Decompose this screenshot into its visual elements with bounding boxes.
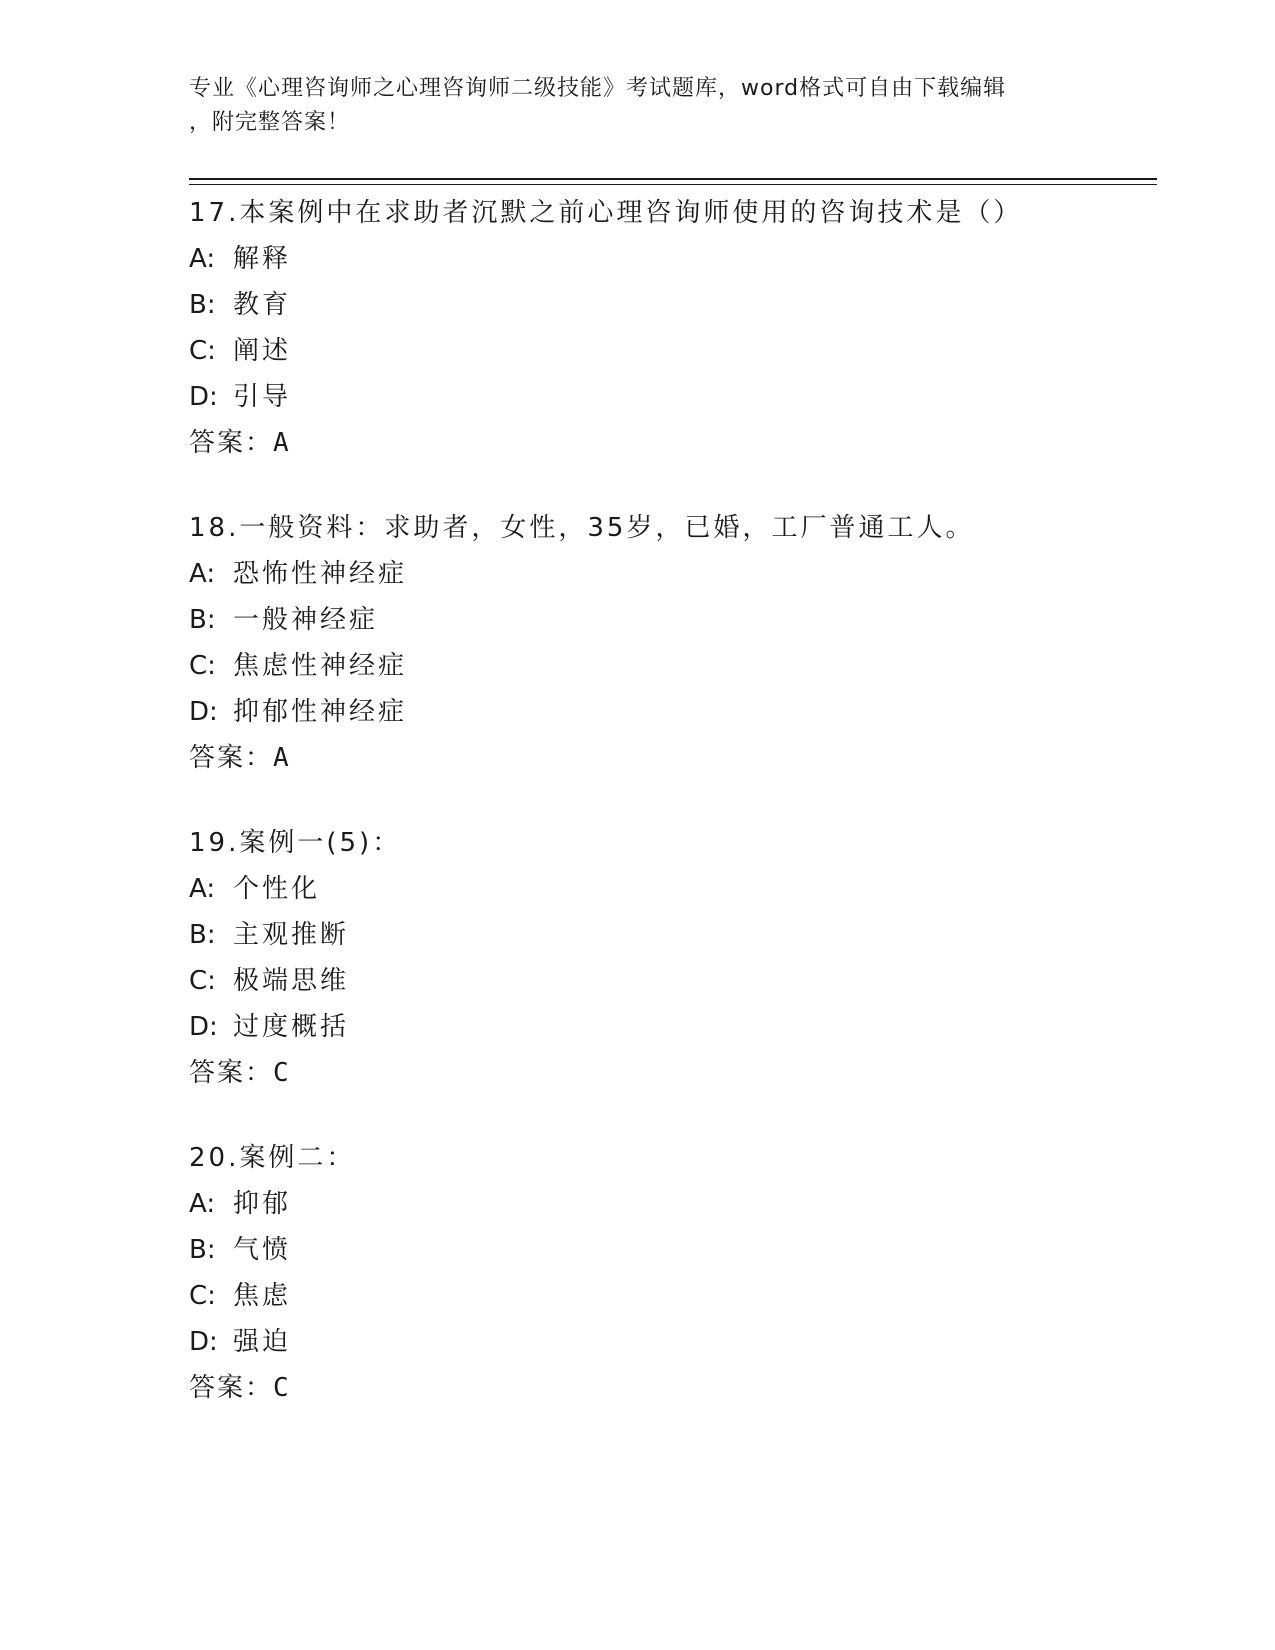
option-b: [189, 597, 1157, 643]
question-20: [189, 1135, 1157, 1411]
option-a: [189, 1181, 1157, 1227]
option-letter: C:: [189, 651, 216, 681]
header-divider-thin: [189, 184, 1157, 185]
option-letter: C:: [189, 966, 216, 996]
question-text: 本案例中在求助者沉默之前心理咨询师使用的咨询技术是（）: [239, 198, 1023, 228]
question-number: 19.: [189, 828, 240, 858]
document-header: [189, 72, 1089, 140]
option-letter: D:: [189, 382, 218, 412]
question-19: [189, 820, 1157, 1096]
option-letter: B:: [189, 920, 216, 950]
option-text: 主观推断: [233, 920, 350, 950]
option-text: 阐述: [233, 336, 292, 366]
option-text: 强迫: [233, 1327, 292, 1357]
answer-label: 答案：: [189, 1373, 274, 1403]
option-text: 过度概括: [233, 1012, 350, 1042]
question-number: 18.: [189, 513, 240, 543]
answer-value: A: [273, 428, 291, 458]
option-letter: D:: [189, 1327, 218, 1357]
option-b: [189, 282, 1157, 328]
option-text: 抑郁性神经症: [233, 697, 408, 727]
option-c: [189, 643, 1157, 689]
option-text: 焦虑: [233, 1281, 292, 1311]
answer-value: C: [273, 1058, 291, 1088]
option-letter: D:: [189, 1012, 218, 1042]
question-stem: [189, 190, 1157, 236]
option-letter: A:: [189, 244, 216, 274]
answer-value: A: [273, 743, 291, 773]
question-text: 案例二：: [239, 1143, 356, 1173]
question-stem: [189, 1135, 1157, 1181]
question-list: [189, 190, 1157, 1450]
option-text: 引导: [233, 382, 292, 412]
option-letter: B:: [189, 290, 216, 320]
option-letter: D:: [189, 697, 218, 727]
option-d: [189, 689, 1157, 735]
answer-line: [189, 1365, 1157, 1411]
option-b: [189, 912, 1157, 958]
answer-line: [189, 420, 1157, 466]
answer-label: 答案：: [189, 1058, 274, 1088]
option-text: 气愤: [233, 1235, 292, 1265]
option-letter: A:: [189, 874, 216, 904]
question-stem: [189, 820, 1157, 866]
question-18: [189, 505, 1157, 781]
answer-value: C: [273, 1373, 291, 1403]
option-text: 恐怖性神经症: [233, 559, 408, 589]
option-letter: C:: [189, 1281, 216, 1311]
option-text: 焦虑性神经症: [233, 651, 408, 681]
option-text: 极端思维: [233, 966, 350, 996]
answer-line: [189, 1050, 1157, 1096]
option-b: [189, 1227, 1157, 1273]
option-text: 教育: [233, 290, 292, 320]
option-letter: B:: [189, 605, 216, 635]
option-c: [189, 1273, 1157, 1319]
option-d: [189, 374, 1157, 420]
option-d: [189, 1004, 1157, 1050]
option-a: [189, 236, 1157, 282]
option-letter: A:: [189, 559, 216, 589]
header-title-line-1: 专业《心理咨询师之心理咨询师二级技能》考试题库，word格式可自由下载编辑: [189, 76, 1007, 101]
option-letter: C:: [189, 336, 216, 366]
option-a: [189, 551, 1157, 597]
header-divider-thick: [189, 178, 1157, 180]
question-text: 案例一(5)：: [239, 828, 402, 858]
answer-line: [189, 735, 1157, 781]
option-c: [189, 958, 1157, 1004]
answer-label: 答案：: [189, 428, 274, 458]
question-number: 17.: [189, 198, 240, 228]
option-text: 个性化: [233, 874, 321, 904]
question-number: 20.: [189, 1143, 240, 1173]
question-17: [189, 190, 1157, 466]
option-letter: A:: [189, 1189, 216, 1219]
option-text: 一般神经症: [233, 605, 379, 635]
option-letter: B:: [189, 1235, 216, 1265]
option-a: [189, 866, 1157, 912]
option-d: [189, 1319, 1157, 1365]
option-text: 解释: [233, 244, 292, 274]
option-text: 抑郁: [233, 1189, 292, 1219]
question-text: 一般资料：求助者，女性，35岁，已婚，工厂普通工人。: [239, 513, 975, 543]
answer-label: 答案：: [189, 743, 274, 773]
header-title-line-2: ，附完整答案！: [189, 110, 351, 135]
question-stem: [189, 505, 1157, 551]
option-c: [189, 328, 1157, 374]
